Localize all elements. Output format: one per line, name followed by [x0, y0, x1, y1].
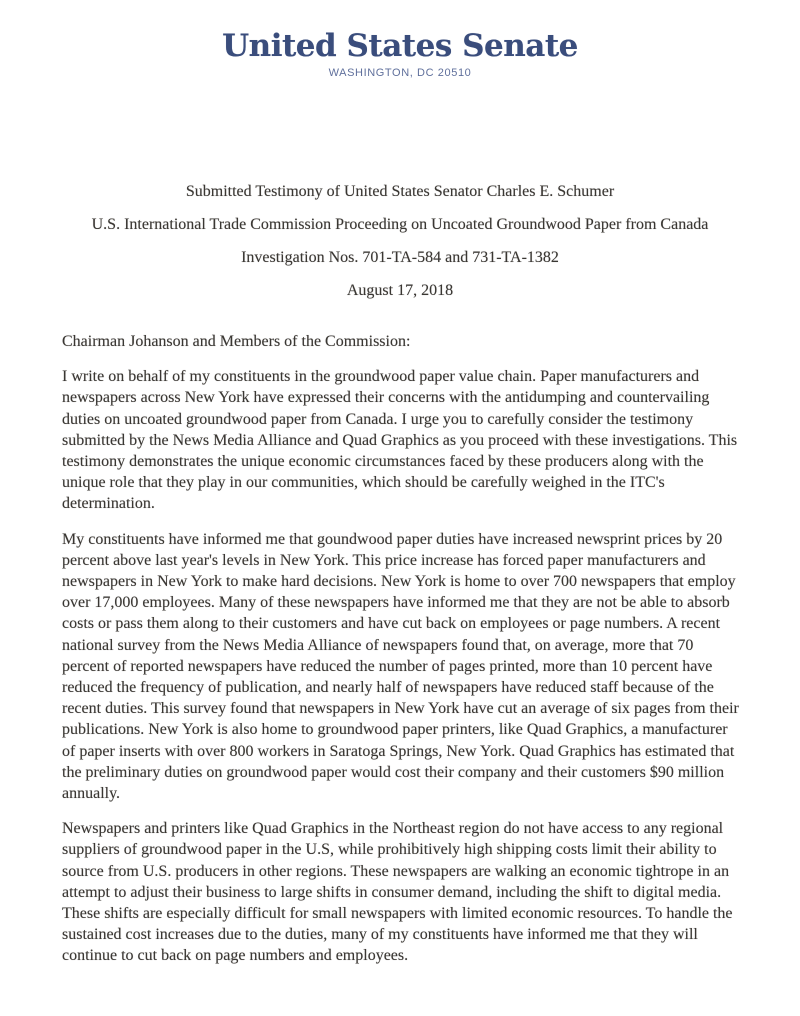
scan-artifact [228, 958, 234, 962]
letterhead-title: United States Senate [222, 28, 578, 64]
letterhead-subtitle: WASHINGTON, DC 20510 [328, 67, 472, 79]
testimony-heading-block [40, 182, 760, 314]
paragraph-1: I write on behalf of my constituents in the groundwood paper value chain. Paper manufacturers and newspapers across New York have expressed their concerns with the antidumping and countervailing duties on uncoated groundwood paper from Canada. I urge you to carefully consider the testimony submitted by the News Media Alliance and Quad Graphics as you proceed with these investigations. This testimony demonstrates the unique economic circumstances faced by these producers along with the unique role that they play in our communities, which should be carefully weighed in the ITC's determination. [62, 368, 738, 513]
heading-line-proceeding: U.S. International Trade Commission Proceeding on Uncoated Groundwood Paper from Canada [91, 216, 709, 233]
paragraph-2: My constituents have informed me that goundwood paper duties have increased newsprint prices by 20 percent above last year's levels in New York. This price increase has forced paper manufacturers and newspapers in New York to make hard decisions. New York is home to over 700 newspapers that employ over 17,000 employees. Many of these newspapers have informed me that they are not be able to absorb costs or pass them along to their customers and have cut back on employees or page numbers. A recent national survey from the News Media Alliance of newspapers found that, on average, more that 70 percent of reported newspapers have reduced the number of pages printed, more than 10 percent have reduced the frequency of publication, and nearly half of newspapers have reduced staff because of the recent duties. This survey found that newspapers in New York have cut an average of six pages from their publications. New York is also home to groundwood paper printers, like Quad Graphics, a manufacturer of paper inserts with over 800 workers in Saratoga Springs, New York. Quad Graphics has estimated that the preliminary duties on groundwood paper would cost their company and their customers $90 million annually. [62, 530, 739, 803]
heading-line-date: August 17, 2018 [346, 282, 454, 299]
heading-line-investigation-numbers: Investigation Nos. 701-TA-584 and 731-TA-1382 [241, 249, 559, 266]
letter-body [62, 331, 742, 981]
senate-letterhead [0, 28, 800, 79]
heading-line-testimony-title: Submitted Testimony of United States Senator Charles E. Schumer [185, 183, 615, 200]
paragraph-3: Newspapers and printers like Quad Graphics in the Northeast region do not have access to any regional suppliers of groundwood paper in the U.S, while prohibitively high shipping costs limit their ability to source from U.S. producers in other regions. These newspapers are walking an economic tightrope in an attempt to adjust their business to large shifts in consumer demand, including the shift to digital media. These shifts are especially difficult for small newspapers with limited economic resources. To handle the sustained cost increases due to the duties, many of my constituents have informed me that they will continue to cut back on page numbers and employees. [62, 820, 733, 965]
salutation: Chairman Johanson and Members of the Commission: [62, 333, 411, 350]
